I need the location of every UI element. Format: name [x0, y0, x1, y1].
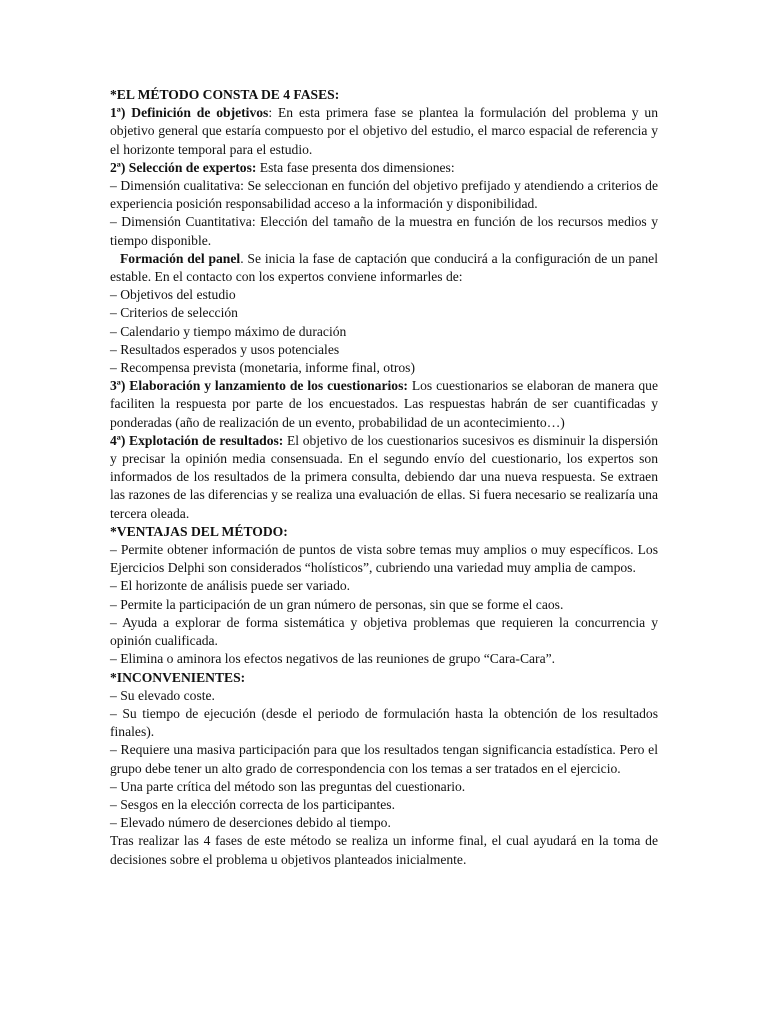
phase-3-label: 3ª) Elaboración y lanzamiento de los cuestionarios:: [110, 378, 408, 394]
advantages-heading: *VENTAJAS DEL MÉTODO:: [110, 523, 288, 539]
panel-paragraph: [110, 250, 658, 286]
panel-text: . Se inicia la fase de captación que conducirá a la configuración de un panel estable. En el contacto con los expertos conviene informarles de:: [110, 250, 658, 285]
qualitative-dimension: – Dimensión cualitativa: Se seleccionan en función del objetivo prefijado y atendiendo a criterios de experiencia posición responsabilidad acceso a la información y disponibilidad.: [110, 178, 658, 212]
phase-2-label: 2ª) Selección de expertos:: [110, 159, 257, 175]
phase-2-paragraph: [110, 159, 658, 177]
drawback-item: – Sesgos en la elección correcta de los participantes.: [110, 796, 395, 812]
advantage-item: – Ayuda a explorar de forma sistemática y objetiva problemas que requieren la concurrencia y opinión cualificada.: [110, 614, 658, 649]
panel-item: – Resultados esperados y usos potenciales: [110, 341, 340, 357]
panel-item: – Criterios de selección: [110, 305, 238, 321]
advantage-item: – Elimina o aminora los efectos negativos de las reuniones de grupo “Cara-Cara”.: [110, 651, 556, 667]
drawbacks-heading: *INCONVENIENTES:: [110, 669, 246, 685]
phase-1-text: : En esta primera fase se plantea la formulación del problema y un objetivo general que estaría compuesto por el objetivo del estudio, el marco espacial de referencia y el horizonte temporal para el estudio.: [110, 105, 658, 157]
phase-1-label: 1ª) Definición de objetivos: [110, 105, 269, 121]
phase-2-text: Esta fase presenta dos dimensiones:: [256, 159, 455, 175]
panel-item: – Calendario y tiempo máximo de duración: [110, 323, 347, 339]
phase-1-paragraph: [110, 104, 658, 159]
phase-4-paragraph: [110, 432, 658, 523]
conclusion-paragraph: Tras realizar las 4 fases de este método se realiza un informe final, el cual ayudará en la toma de decisiones sobre el problema u objetivos planteados inicialmente.: [110, 833, 658, 867]
phase-4-text: El objetivo de los cuestionarios sucesivos es disminuir la dispersión y precisar la opinión media consensuada. En el segundo envío del cuestionario, los expertos son informados de los resultados de la primera consulta, debiendo dar una nueva respuesta. Se extraen las razones de las diferencias y se realiza una evaluación de ellas. Si fuera necesario se realizaría una tercera oleada.: [110, 432, 658, 521]
panel-item: – Recompensa prevista (monetaria, informe final, otros): [110, 360, 416, 376]
drawback-item: – Una parte crítica del método son las preguntas del cuestionario.: [110, 778, 466, 794]
document-body: [110, 86, 658, 869]
advantage-item: – Permite obtener información de puntos de vista sobre temas muy amplios o muy específicos. Los Ejercicios Delphi son considerados “holísticos”, cubriendo una variedad muy amplia de campos.: [110, 542, 658, 576]
panel-label: Formación del panel: [120, 250, 241, 266]
drawback-item: – Elevado número de deserciones debido al tiempo.: [110, 815, 391, 831]
quantitative-dimension: – Dimensión Cuantitativa: Elección del tamaño de la muestra en función de los recursos medios y tiempo disponible.: [110, 214, 658, 248]
phases-heading: *EL MÉTODO CONSTA DE 4 FASES:: [110, 87, 340, 102]
phase-3-paragraph: [110, 377, 658, 432]
phase-4-label: 4ª) Explotación de resultados:: [110, 432, 284, 448]
drawback-item: – Su tiempo de ejecución (desde el periodo de formulación hasta la obtención de los resultados finales).: [110, 705, 658, 740]
advantage-item: – Permite la participación de un gran número de personas, sin que se forme el caos.: [110, 596, 564, 612]
panel-item: – Objetivos del estudio: [110, 287, 236, 303]
phase-3-text: Los cuestionarios se elaboran de manera que faciliten la respuesta por parte de los encuestados. Las respuestas habrán de ser cuantificadas y ponderadas (año de realización de un evento, probabilidad de un acontecimiento…): [110, 378, 659, 430]
drawback-item: – Requiere una masiva participación para que los resultados tengan significancia estadística. Pero el grupo debe tener un alto grado de correspondencia con los temas a ser tratados en el ejercicio.: [110, 742, 658, 776]
advantage-item: – El horizonte de análisis puede ser variado.: [110, 578, 351, 594]
drawback-item: – Su elevado coste.: [110, 687, 215, 703]
